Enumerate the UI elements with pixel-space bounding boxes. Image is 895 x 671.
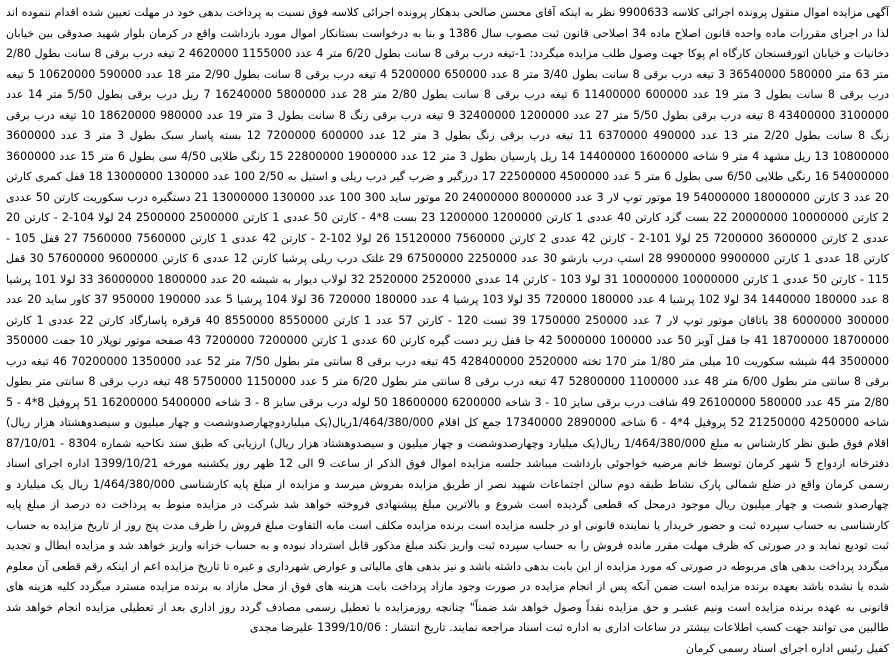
notice-signature: کفیل رئیس اداره اجرای اسناد رسمی کرمان [685, 641, 889, 655]
notice-body: آگهی مزایده اموال منقول پرونده اجرائی کلاسه 9900633 نظر به اینکه آقای محسن صالحی بدهکار پرونده اجرائی کلاسه فوق نسبت به پرداخت بدهی خود در مهلت تعیین شده اقدام ننموده اند لذا در اجرای مقررات ماده واحده قانون اصلاح ماده 34 اصلاحی قانون ثبت مصوب سال 1386 و بنا به درخواست بستانکار اموال مورد بازداشت واقع در کرمان بلوار شهید صدوقی بین خیابان دخانیات و خیابان اتورفسنجان کارگاه ام پوکا جهت وصول طلب مزایده میگردد: 1-تیغه درب برقی 8 سانت بطول 6/20 متر 4 عدد 1155000 4620000 2 تیغه درب برقی 8 سانت بطول 2/80 متر 63 متر 580000 36540000 3 تیغه درب برقی 8 سانت بطول 3/40 متر 8 عدد 650000 5200000 4 تیغه درب برقی 8 سانت بطول 2/90 متر 18 عدد 590000 10620000 5 تیغه درب برقی 8 سانت بطول 3 متر 19 عدد 600000 11400000 6 تیغه درب برقی 8 سانت بطول 2/80 متر 28 عدد 5800000 16240000 7 ریل درب برقی بطول 5/50 متر 14 عدد 3100000 43400000 8 تیغه درب برقی بطول 5/50 متر 27 عدد 1200000 32400000 9 تیغه درب برقی زنگ 8 سانت بطول 3 متر 19 عدد 980000 18620000 10 تیغه درب برقی زنگ 8 سانت بطول 2/20 متر 13 عدد 490000 6370000 11 تیغه درب برقی زنگ بطول 3 متر 12 عدد 600000 7200000 12 بسته پاسار سبک بطول 3 متر 3 عدد 3600000 10800000 13 ریل مشهد 4 متر 9 شاخه 1600000 14400000 14 ریل پارسیان بطول 3 متر 12 عدد 1900000 22800000 15 رنگی طلایی 4/50 سی بطول 6 متر 15 عدد 3600000 54000000 16 رنگی طلایی 6/50 سی بطول 6 متر 5 عدد 4500000 22500000 17 درزگیر و ضرب گیر درب ریلی و استیل به 2/50 100 عدد 130000 13000000 18 قفل کمری کارتن 20 عدد 3 کارتن 18000000 54000000 19 موتور توپ لار 3 عدد 8000000 24000000 20 موتور ساید 300 100 عدد 130000 13000000 21 دستگیره درب سکوریت کارتن 50 عددی 2 کارتن 10000000 20000000 22 بست گرد کارتن 40 عددی 1 کارتن 1200000 1200000 23 بست 8*4 - کارتن 50 عددی 1 کارتن 2500000 2500000 24 لولا 104-2 - کارتن 20 عددی 2 کارتن 3600000 7200000 25 لولا 101-2 - کارتن 42 عددی 2 کارتن 7560000 15120000 26 لولا 102-2 - کارتن 42 عددی 1 کارتن 7560000 7560000 27 قفل 105 - کارتن 18 عددی 1 کارتن 9900000 9900000 28 استپ درب بازشو 30 عدد 2250000 67500000 29 غلتک درب ریلی پرشیا کارتن 12 عددی 6 کارتن 9600000 57600000 30 قفل 115 - کارتن 50 عددی 1 کارتن 10000000 10000000 31 لولا 103 - کارتن 14 عددی 2520000 2520000 32 لولاب دیوار به شیشه 20 عدد 1800000 36000000 33 لولا 101 پرشیا 8 عدد 180000 1440000 34 لولا 102 پرشیا 4 عدد 180000 720000 35 لولا 103 پرشیا 4 عدد 180000 720000 36 لولا 104 پرشیا 5 عدد 190000 950000 37 کاور ساید 20 عدد 300000 6000000 38 یاتاقان موتور توپ لار 7 عدد 250000 1750000 39 تست 120 - کارتن 57 عدد 1 کارتن 8550000 8550000 40 قرقره پاسارگاد کارتن 22 عددی 1 کارتن 18700000 18700000 41 جا قفل آویز 50 عدد 100000 5000000 42 جا قفل زیر دست گیره کارتن 60 عددی 1 کارتن 7200000 7200000 43 صفحه موتور توپلار 10 جفت 350000 3500000 44 شیشه سکوریت 10 میلی متر 1/80 متر 170 تخته 2520000 428400000 45 تیغه درب برقی 8 سانتی متر بطول 7/50 متر 52 عدد 1350000 70200000 46 تیغه درب برقی 8 سانتی متر بطول 6/00 متر 48 عدد 1100000 52800000 47 تیغه درب برقی 8 سانتی متر بطول 6/20 متر 5 عدد 1150000 5750000 48 تیغه درب برقی 8 سانتی متر بطول 2/80 متر 45 عدد 580000 26100000 49 شافت درب برقی سایز 10 - 3 شاخه 6200000 18600000 50 لوله درب برقی سایز 8 - 3 شاخه 5400000 16200000 51 پروفیل 8*4 - 5 شاخه 4250000 21250000 52 پروفیل 4*4 - 6 شاخه 2890000 17340000 جمع کل اقلام 1/464/380/000ریال(یک میلیاردوچهارصدوشصت و چهار میلیون و سیصدوهشتاد هزار ریال) اقلام فوق طبق نظر کارشناس به مبلغ 1/464/380/000 ریال(یک میلیارد وچهارصدوشصت و چهار میلیون و سیصدوهشتاد هزار ریال) ارزیابی که طبق سند نکاحیه شماره 8304 - 87/10/01 دفترخانه ازدواج 5 شهر کرمان توسط خانم مرضیه خواجوئی بازداشت میباشد جلسه مزایده اموال فوق الذکر از ساعت 9 الی 12 ظهر روز یکشنبه مورخه 1399/10/21 اداره اجرای اسناد رسمی کرمان واقع در ضلع شمالی پارک نشاط طبقه دوم سالن اجتماعات شهید نصر از طریق مزایده بفروش میرسد و مزایده از مبلغ پایه کارشناسی 1/464/380/000 ریال یک میلیارد و چهارصدو شصت و چهار میلیون ریال موجود درمحل که قطعی گردیده است شروع و بالاترین مبلغ پیشنهادی فروخته خواهد شد شرکت در مزایده منوط به پرداخت ده درصد از مبلغ پایه کارشناسی به حساب سپرده ثبت و حضور خریدار یا نماینده قانونی او در جلسه مزایده است برنده مزایده مکلف است مابه التفاوت مبلغ فروش را ظرف مدت پنج روز از تاریخ مزایده به حساب ثبت تودیع نماید و در صورتی که ظرف مهلت مقرر مانده فروش را به حساب سپرده ثبت واریز نکند مبلغ مذکور قابل استرداد نبوده و به حساب خزانه واریز خواهد شد و مزایده ابطال و تجدید میگردد پرداخت بدهی های مربوطه در صورتی که مورد مزایده از این بابت بدهی داشته باشد و نیز بدهی های مالیاتی و عوارض شهرداری و غیره تا تاریخ مزایده اعم از اینکه رقم قطعی آن معلوم شده یا نشده باشد بعهده برنده مزایده است ضمن آنکه پس از انجام مزایده در صورت وجود مازاد پرداخت بابت هزینه های فوق از محل مازاد به برنده مزایده مسترد میگردد کلیه هزینه های قانونی به عهده برنده مزایده است ونیم عشـر و حق مزایده نقداً وصول خواهد شد ضمناً" چنانچه روزمزایده با تعطیل رسمی مصادف گردد روز اداری بعد از تعطیلی مزایده انجام خواهد شد طالبین می توانند جهت کسب اطلاعات بیشتر در ساعات اداری به اداره ثبت اسناد مراجعه نمایند. تاریخ انتشار : 1399/10/06 علیرضا مجدی [6, 6, 890, 634]
